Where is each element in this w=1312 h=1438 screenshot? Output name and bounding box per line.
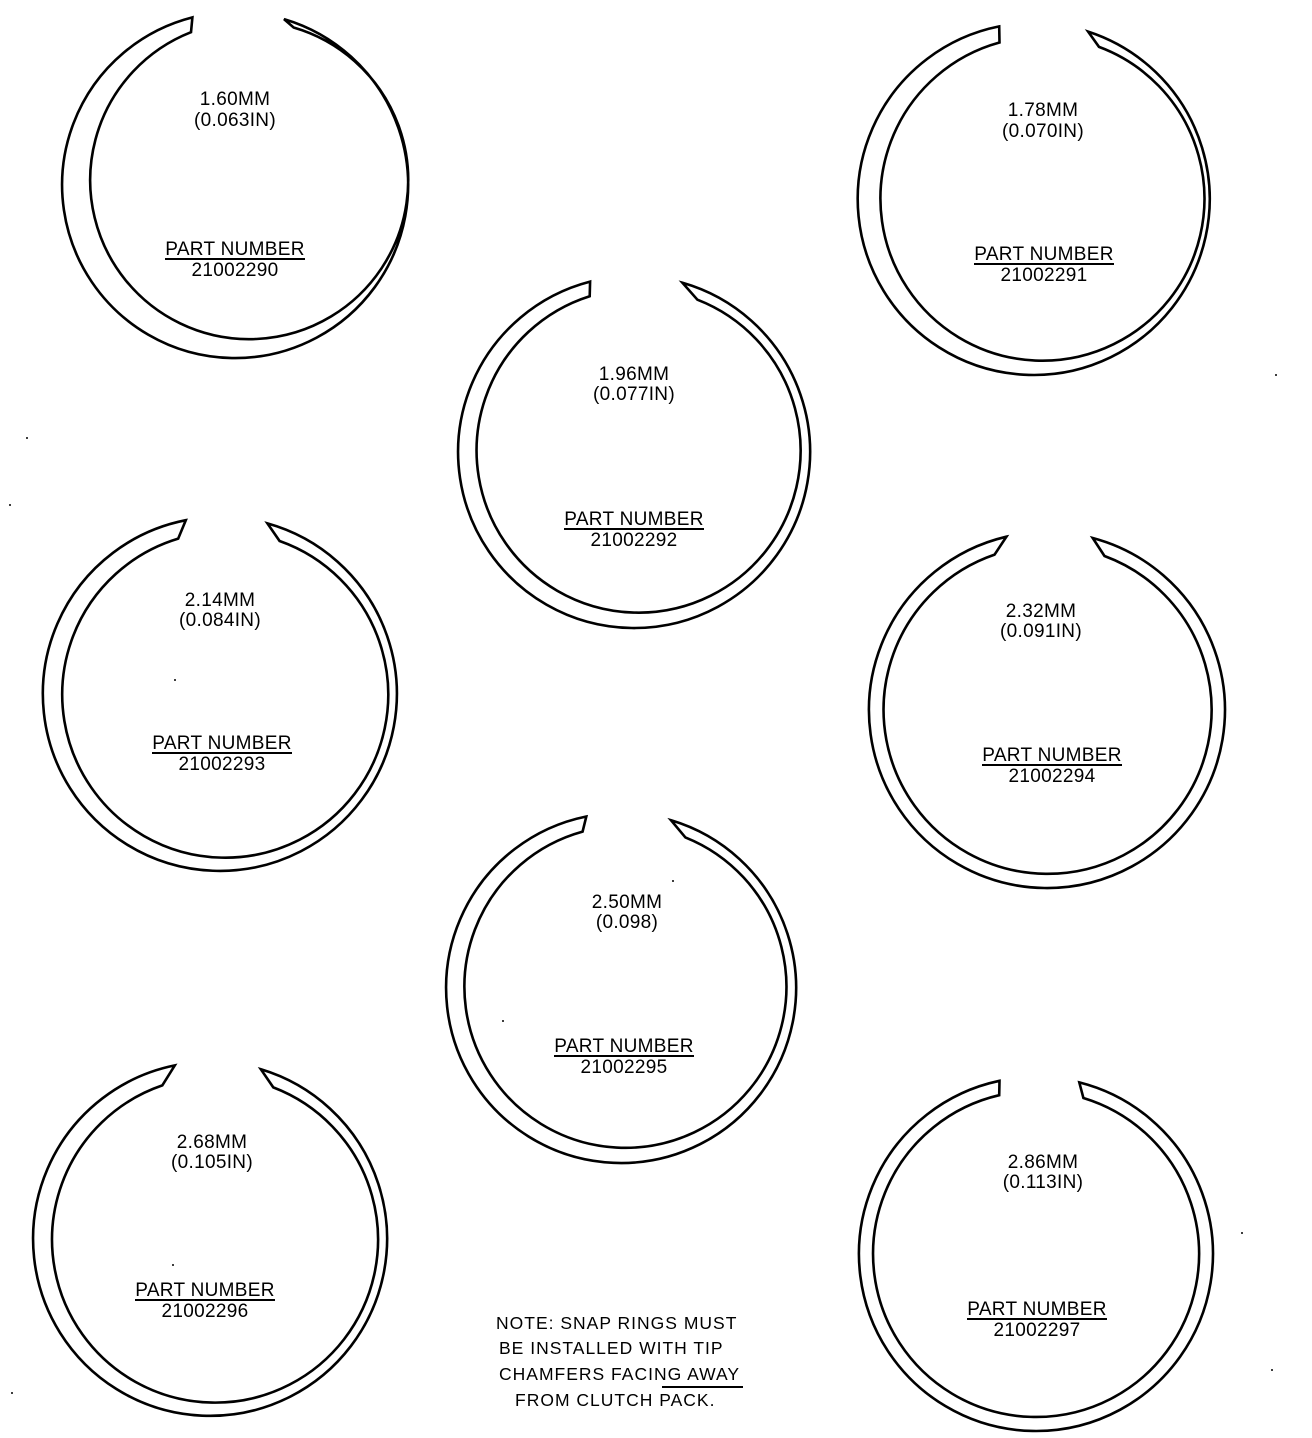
snap-ring-outline [458, 282, 810, 628]
part-number-value: 21002295 [580, 1057, 668, 1078]
part-number-label: PART NUMBER [152, 733, 292, 754]
ring-thickness-in: (0.113IN) [1002, 1172, 1084, 1193]
snap-ring-outline [859, 1081, 1213, 1431]
ring-thickness-mm: 2.14MM [184, 590, 256, 611]
part-number-label: PART NUMBER [135, 1280, 275, 1301]
ring-thickness-in: (0.077IN) [593, 384, 675, 405]
note-line-4: FROM CLUTCH PACK. [515, 1390, 716, 1410]
installation-note [496, 1313, 743, 1410]
note-line-3: CHAMFERS FACING AWAY [499, 1364, 741, 1384]
ring-thickness-mm: 1.78MM [1007, 100, 1079, 121]
part-number-value: 21002297 [993, 1320, 1081, 1341]
part-number-value: 21002291 [1000, 265, 1088, 286]
part-number-value: 21002296 [161, 1301, 249, 1322]
part-number-value: 21002292 [590, 530, 678, 551]
note-line-2: BE INSTALLED WITH TIP [499, 1338, 724, 1358]
snap-ring-outline [869, 537, 1225, 888]
note-line-1: NOTE: SNAP RINGS MUST [496, 1313, 738, 1333]
snap-ring-21002294 [869, 537, 1225, 888]
snap-ring-outline [33, 1065, 387, 1415]
part-number-label: PART NUMBER [554, 1036, 694, 1057]
snap-ring-21002293 [43, 520, 397, 871]
ring-thickness-mm: 2.68MM [176, 1132, 248, 1153]
ring-thickness-in: (0.105IN) [171, 1152, 253, 1173]
snap-ring-outline [446, 817, 796, 1164]
ring-thickness-mm: 2.86MM [1007, 1152, 1079, 1173]
snap-ring-21002291 [858, 26, 1210, 375]
ring-thickness-mm: 2.32MM [1005, 601, 1077, 622]
part-number-value: 21002290 [191, 260, 279, 281]
ring-thickness-mm: 1.60MM [199, 89, 271, 110]
ring-thickness-mm: 1.96MM [598, 364, 670, 385]
part-number-label: PART NUMBER [564, 509, 704, 530]
ring-thickness-mm: 2.50MM [591, 892, 663, 913]
part-number-label: PART NUMBER [982, 745, 1122, 766]
snap-ring-21002290 [62, 17, 408, 358]
snap-ring-outline [62, 17, 408, 358]
ring-thickness-in: (0.063IN) [194, 110, 276, 131]
part-number-value: 21002294 [1008, 766, 1096, 787]
part-number-label: PART NUMBER [967, 1299, 1107, 1320]
snap-ring-21002295 [446, 817, 796, 1164]
snap-ring-21002296 [33, 1065, 387, 1415]
part-number-label: PART NUMBER [165, 239, 305, 260]
part-number-label: PART NUMBER [974, 244, 1114, 265]
snap-ring-outline [43, 520, 397, 871]
snap-ring-21002297 [859, 1081, 1213, 1431]
ring-thickness-in: (0.070IN) [1002, 121, 1084, 142]
ring-thickness-in: (0.084IN) [179, 610, 261, 631]
ring-thickness-in: (0.091IN) [1000, 621, 1082, 642]
snap-ring-outline [858, 26, 1210, 375]
part-number-value: 21002293 [178, 754, 266, 775]
ring-thickness-in: (0.098) [595, 912, 659, 933]
snap-ring-21002292 [458, 282, 810, 628]
